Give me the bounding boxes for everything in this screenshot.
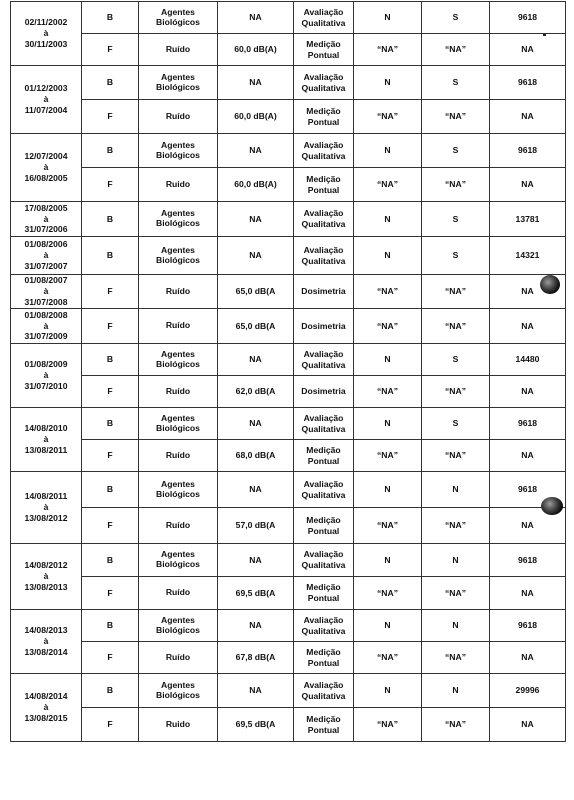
cell-epc: N (354, 237, 422, 275)
cell-intensidade: 60,0 dB(A) (218, 34, 294, 66)
period-end: 31/07/2009 (24, 331, 68, 342)
cell-epc: “NA” (354, 376, 422, 408)
period-end: 13/08/2015 (24, 712, 68, 723)
period-cell (11, 610, 82, 674)
cell-intensidade: NA (218, 66, 294, 100)
period-start: 01/08/2008 (24, 309, 68, 320)
cell-tipo: F (82, 100, 139, 134)
table-row (11, 440, 566, 472)
cell-agente: Agentes Biológicos (139, 674, 218, 708)
cell-agente: Agentes Biológicos (139, 408, 218, 440)
cell-tecnica: Avaliação Qualitativa (294, 472, 354, 508)
period-start: 12/07/2004 (24, 151, 68, 162)
table-row (11, 508, 566, 544)
cell-agente: Agentes Biológicos (139, 237, 218, 275)
cell-agente: Agentes Biológicos (139, 544, 218, 577)
cell-tipo: F (82, 309, 139, 344)
cell-intensidade: 65,0 dB(A (218, 275, 294, 309)
cell-tipo: B (82, 2, 139, 34)
cell-epi: “NA” (422, 309, 490, 344)
cell-tipo: F (82, 275, 139, 309)
cell-tecnica: Avaliação Qualitativa (294, 237, 354, 275)
cell-tipo: B (82, 544, 139, 577)
cell-epi: “NA” (422, 508, 490, 544)
period-sep: à (43, 162, 49, 173)
period-end: 31/07/2008 (24, 296, 68, 307)
cell-epc: N (354, 134, 422, 168)
cell-tecnica: Dosimetria (294, 309, 354, 344)
period-start: 14/08/2013 (24, 625, 68, 636)
cell-ca: NA (490, 275, 566, 309)
period-cell (11, 66, 82, 134)
cell-epc: N (354, 408, 422, 440)
scan-mark (543, 34, 546, 36)
cell-intensidade: NA (218, 544, 294, 577)
cell-intensidade: 69,5 dB(A (218, 577, 294, 610)
cell-tipo: B (82, 134, 139, 168)
table-row (11, 674, 566, 708)
cell-tecnica: Dosimetria (294, 275, 354, 309)
period-end: 31/07/2006 (24, 224, 68, 235)
table-row (11, 544, 566, 577)
table-row (11, 134, 566, 168)
cell-epi: S (422, 2, 490, 34)
period-cell (11, 344, 82, 408)
period-end: 31/07/2010 (24, 380, 68, 391)
cell-agente: Ruído (139, 275, 218, 309)
cell-intensidade: 69,5 dB(A (218, 708, 294, 742)
cell-agente: Ruído (139, 309, 218, 344)
cell-agente: Agentes Biológicos (139, 202, 218, 237)
cell-epc: “NA” (354, 168, 422, 202)
cell-ca: 9618 (490, 408, 566, 440)
cell-epi: “NA” (422, 642, 490, 674)
cell-epi: “NA” (422, 34, 490, 66)
cell-epi: “NA” (422, 100, 490, 134)
cell-tecnica: Medição Pontual (294, 440, 354, 472)
period-end: 16/08/2005 (24, 172, 68, 183)
cell-epi: “NA” (422, 275, 490, 309)
period-sep: à (43, 320, 49, 331)
cell-ca: NA (490, 34, 566, 66)
cell-ca: 9618 (490, 472, 566, 508)
period-sep: à (43, 370, 49, 381)
cell-tecnica: Avaliação Qualitativa (294, 2, 354, 34)
period-start: 01/12/2003 (24, 83, 68, 94)
cell-epi: “NA” (422, 708, 490, 742)
table-row (11, 610, 566, 642)
period-start: 01/08/2006 (24, 239, 68, 250)
cell-tecnica: Avaliação Qualitativa (294, 202, 354, 237)
cell-intensidade: NA (218, 610, 294, 642)
period-start: 14/08/2012 (24, 560, 68, 571)
cell-epc: “NA” (354, 508, 422, 544)
period-cell (11, 202, 82, 237)
cell-epc: “NA” (354, 577, 422, 610)
cell-agente: Ruído (139, 642, 218, 674)
cell-intensidade: NA (218, 202, 294, 237)
cell-epi: S (422, 344, 490, 376)
cell-ca: 9618 (490, 134, 566, 168)
cell-agente: Ruido (139, 708, 218, 742)
cell-epi: “NA” (422, 168, 490, 202)
period-cell (11, 2, 82, 66)
cell-epc: “NA” (354, 642, 422, 674)
table-row (11, 708, 566, 742)
cell-intensidade: NA (218, 674, 294, 708)
cell-tecnica: Medição Pontual (294, 34, 354, 66)
cell-tipo: F (82, 642, 139, 674)
cell-ca: 9618 (490, 66, 566, 100)
cell-epi: S (422, 66, 490, 100)
exposure-table-body (11, 2, 566, 742)
cell-epc: N (354, 2, 422, 34)
exposure-table (10, 1, 566, 742)
period-sep: à (43, 250, 49, 261)
period-sep: à (43, 213, 49, 224)
table-row (11, 100, 566, 134)
period-sep: à (43, 286, 49, 297)
period-end: 13/08/2014 (24, 646, 68, 657)
cell-intensidade: 60,0 dB(A) (218, 100, 294, 134)
cell-epc: “NA” (354, 309, 422, 344)
cell-ca: NA (490, 577, 566, 610)
period-sep: à (43, 636, 49, 647)
cell-agente: Agentes Biológicos (139, 66, 218, 100)
cell-tipo: B (82, 66, 139, 100)
cell-intensidade: 65,0 dB(A (218, 309, 294, 344)
period-start: 14/08/2014 (24, 691, 68, 702)
cell-epi: “NA” (422, 376, 490, 408)
cell-ca: 14480 (490, 344, 566, 376)
period-cell (11, 472, 82, 544)
cell-agente: Ruido (139, 168, 218, 202)
cell-tipo: F (82, 34, 139, 66)
ink-blot (540, 275, 560, 294)
period-start: 02/11/2002 (24, 17, 68, 28)
cell-ca: NA (490, 440, 566, 472)
cell-agente: Ruído (139, 440, 218, 472)
cell-ca: 9618 (490, 610, 566, 642)
period-sep: à (43, 434, 49, 445)
cell-epc: N (354, 202, 422, 237)
cell-tipo: F (82, 168, 139, 202)
cell-tecnica: Dosimetria (294, 376, 354, 408)
cell-intensidade: NA (218, 2, 294, 34)
exposure-records-document (10, 1, 565, 798)
cell-tipo: B (82, 472, 139, 508)
cell-epi: S (422, 202, 490, 237)
cell-tipo: B (82, 344, 139, 376)
cell-epc: “NA” (354, 275, 422, 309)
cell-epi: N (422, 544, 490, 577)
cell-tecnica: Avaliação Qualitativa (294, 344, 354, 376)
period-cell (11, 237, 82, 275)
cell-epi: N (422, 674, 490, 708)
cell-epc: “NA” (354, 440, 422, 472)
cell-tecnica: Avaliação Qualitativa (294, 134, 354, 168)
cell-ca: NA (490, 642, 566, 674)
table-row (11, 34, 566, 66)
cell-ca: NA (490, 309, 566, 344)
cell-ca: 9618 (490, 2, 566, 34)
period-cell (11, 275, 82, 309)
period-end: 13/08/2013 (24, 581, 68, 592)
period-cell (11, 408, 82, 472)
period-cell (11, 674, 82, 742)
cell-agente: Agentes Biológicos (139, 134, 218, 168)
cell-intensidade: 67,8 dB(A (218, 642, 294, 674)
cell-agente: Agentes Biológicos (139, 2, 218, 34)
cell-agente: Ruído (139, 376, 218, 408)
table-row (11, 408, 566, 440)
period-sep: à (43, 94, 49, 105)
cell-epi: “NA” (422, 440, 490, 472)
cell-agente: Ruído (139, 100, 218, 134)
cell-epc: N (354, 66, 422, 100)
cell-tipo: B (82, 610, 139, 642)
cell-agente: Agentes Biológicos (139, 472, 218, 508)
table-row (11, 472, 566, 508)
cell-tipo: F (82, 508, 139, 544)
period-sep: à (43, 571, 49, 582)
cell-intensidade: NA (218, 472, 294, 508)
cell-ca: NA (490, 708, 566, 742)
cell-tipo: B (82, 202, 139, 237)
cell-epc: N (354, 544, 422, 577)
cell-agente: Ruído (139, 577, 218, 610)
cell-tipo: F (82, 577, 139, 610)
cell-tecnica: Medição Pontual (294, 577, 354, 610)
cell-tipo: F (82, 376, 139, 408)
cell-epi: N (422, 610, 490, 642)
cell-epi: S (422, 408, 490, 440)
cell-tipo: B (82, 674, 139, 708)
cell-intensidade: NA (218, 237, 294, 275)
period-start: 01/08/2007 (24, 275, 68, 286)
cell-ca: 14321 (490, 237, 566, 275)
cell-intensidade: 68,0 dB(A (218, 440, 294, 472)
period-sep: à (43, 702, 49, 713)
period-end: 13/08/2011 (24, 444, 68, 455)
cell-epc: N (354, 344, 422, 376)
table-row (11, 376, 566, 408)
cell-intensidade: NA (218, 408, 294, 440)
cell-tipo: F (82, 708, 139, 742)
cell-epi: N (422, 472, 490, 508)
cell-tecnica: Avaliação Qualitativa (294, 674, 354, 708)
cell-intensidade: NA (218, 344, 294, 376)
cell-tecnica: Medição Pontual (294, 508, 354, 544)
cell-tipo: B (82, 237, 139, 275)
cell-epc: N (354, 674, 422, 708)
cell-tecnica: Medição Pontual (294, 642, 354, 674)
cell-ca: NA (490, 508, 566, 544)
cell-epi: “NA” (422, 577, 490, 610)
cell-intensidade: 62,0 dB(A (218, 376, 294, 408)
table-row (11, 309, 566, 344)
cell-ca: 9618 (490, 544, 566, 577)
cell-tecnica: Avaliação Qualitativa (294, 610, 354, 642)
period-end: 30/11/2003 (24, 38, 68, 49)
cell-tecnica: Medição Pontual (294, 168, 354, 202)
table-row (11, 66, 566, 100)
table-row (11, 168, 566, 202)
cell-tecnica: Medição Pontual (294, 708, 354, 742)
period-start: 17/08/2005 (24, 202, 68, 213)
cell-tecnica: Avaliação Qualitativa (294, 544, 354, 577)
period-sep: à (43, 502, 49, 513)
cell-ca: 29996 (490, 674, 566, 708)
table-row (11, 275, 566, 309)
period-start: 01/08/2009 (24, 359, 68, 370)
table-row (11, 642, 566, 674)
period-end: 13/08/2012 (24, 512, 68, 523)
cell-epc: N (354, 472, 422, 508)
cell-epc: N (354, 610, 422, 642)
cell-epc: “NA” (354, 100, 422, 134)
table-row (11, 202, 566, 237)
cell-epc: “NA” (354, 708, 422, 742)
period-end: 11/07/2004 (24, 104, 68, 115)
cell-agente: Agentes Biológicos (139, 344, 218, 376)
cell-ca: NA (490, 100, 566, 134)
period-sep: à (43, 28, 49, 39)
table-row (11, 2, 566, 34)
cell-ca: NA (490, 168, 566, 202)
cell-tipo: F (82, 440, 139, 472)
cell-epc: “NA” (354, 34, 422, 66)
period-cell (11, 134, 82, 202)
period-end: 31/07/2007 (24, 260, 68, 271)
table-row (11, 237, 566, 275)
cell-tipo: B (82, 408, 139, 440)
cell-ca: NA (490, 376, 566, 408)
cell-tecnica: Avaliação Qualitativa (294, 408, 354, 440)
period-cell (11, 309, 82, 344)
period-start: 14/08/2011 (24, 491, 68, 502)
cell-ca: 13781 (490, 202, 566, 237)
period-cell (11, 544, 82, 610)
table-row (11, 344, 566, 376)
cell-agente: Agentes Biológicos (139, 610, 218, 642)
ink-blot (541, 497, 563, 515)
cell-agente: Ruído (139, 508, 218, 544)
cell-epi: S (422, 134, 490, 168)
cell-intensidade: NA (218, 134, 294, 168)
cell-tecnica: Medição Pontual (294, 100, 354, 134)
cell-intensidade: 60,0 dB(A) (218, 168, 294, 202)
cell-intensidade: 57,0 dB(A (218, 508, 294, 544)
cell-tecnica: Avaliação Qualitativa (294, 66, 354, 100)
cell-agente: Ruído (139, 34, 218, 66)
cell-epi: S (422, 237, 490, 275)
period-start: 14/08/2010 (24, 423, 68, 434)
table-row (11, 577, 566, 610)
